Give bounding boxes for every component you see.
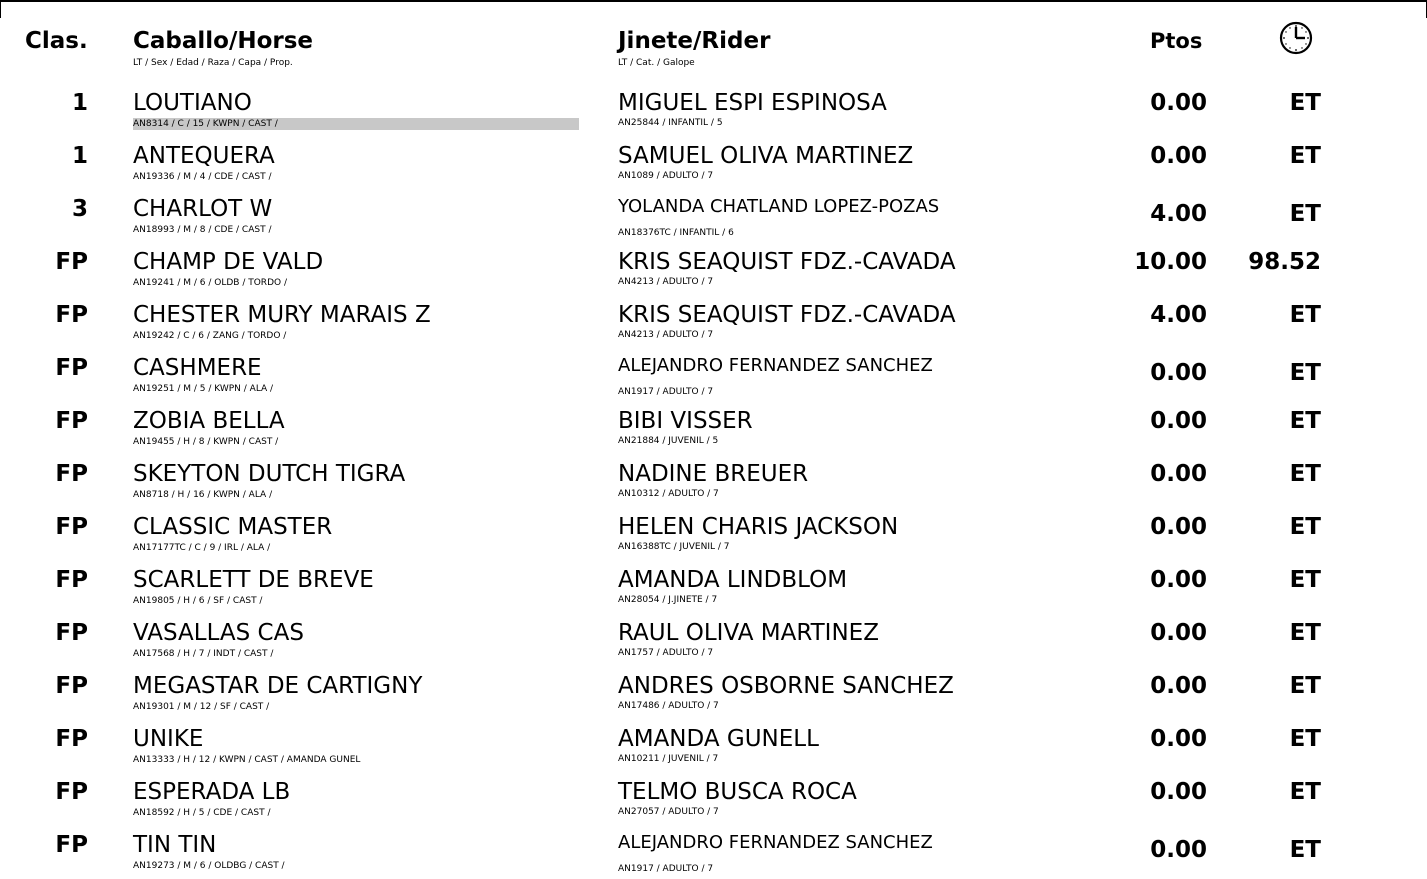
time-cell: 98.52 <box>1248 249 1321 275</box>
rank-cell: FP <box>55 620 88 646</box>
time-cell: ET <box>1289 461 1321 487</box>
time-cell: ET <box>1289 673 1321 699</box>
rider-info: AN1917 / ADULTO / 7 <box>618 864 714 874</box>
time-cell: ET <box>1289 514 1321 540</box>
header-rider-sub: LT / Cat. / Galope <box>618 58 695 68</box>
clock-icon <box>1279 21 1313 55</box>
rider-name: BIBI VISSER <box>618 408 753 434</box>
points-cell: 0.00 <box>1150 360 1207 386</box>
horse-info: AN17177TC / C / 9 / IRL / ALA / <box>133 543 271 553</box>
rank-cell: FP <box>55 461 88 487</box>
horse-name: SCARLETT DE BREVE <box>133 567 374 593</box>
result-row <box>0 137 1427 190</box>
result-row <box>0 667 1427 720</box>
points-cell: 0.00 <box>1150 143 1207 169</box>
rider-name: KRIS SEAQUIST FDZ.-CAVADA <box>618 302 956 328</box>
rank-cell: 1 <box>71 143 88 169</box>
horse-name: CLASSIC MASTER <box>133 514 333 540</box>
rider-name: NADINE BREUER <box>618 461 809 487</box>
rider-info: AN25844 / INFANTIL / 5 <box>618 118 723 128</box>
rank-cell: FP <box>55 567 88 593</box>
horse-info: AN19241 / M / 6 / OLDB / TORDO / <box>133 278 287 288</box>
rider-info: AN1757 / ADULTO / 7 <box>618 648 714 658</box>
horse-name: UNIKE <box>133 726 204 752</box>
points-cell: 0.00 <box>1150 408 1207 434</box>
rider-name: ALEJANDRO FERNANDEZ SANCHEZ <box>618 355 933 376</box>
time-cell: ET <box>1289 620 1321 646</box>
points-cell: 0.00 <box>1150 673 1207 699</box>
rank-cell: FP <box>55 302 88 328</box>
horse-info: AN19455 / H / 8 / KWPN / CAST / <box>133 437 279 447</box>
rider-name: YOLANDA CHATLAND LOPEZ-POZAS <box>618 196 940 217</box>
horse-name: MEGASTAR DE CARTIGNY <box>133 673 423 699</box>
horse-name: SKEYTON DUTCH TIGRA <box>133 461 406 487</box>
rider-name: ANDRES OSBORNE SANCHEZ <box>618 673 954 699</box>
result-row <box>0 720 1427 773</box>
rider-info: AN27057 / ADULTO / 7 <box>618 807 719 817</box>
rank-cell: 3 <box>71 196 88 222</box>
rider-info: AN18376TC / INFANTIL / 6 <box>618 228 734 238</box>
points-cell: 0.00 <box>1150 620 1207 646</box>
rank-cell: FP <box>55 673 88 699</box>
rider-info: AN28054 / J.JINETE / 7 <box>618 595 718 605</box>
header-ptos: Ptos <box>1150 29 1203 53</box>
result-row <box>0 455 1427 508</box>
header-rider: Jinete/Rider <box>618 28 771 54</box>
horse-name: CHARLOT W <box>133 196 273 222</box>
rank-cell: FP <box>55 249 88 275</box>
result-row <box>0 349 1427 402</box>
points-cell: 0.00 <box>1150 514 1207 540</box>
horse-info: AN19251 / M / 5 / KWPN / ALA / <box>133 384 274 394</box>
horse-info: AN8718 / H / 16 / KWPN / ALA / <box>133 490 273 500</box>
points-cell: 0.00 <box>1150 779 1207 805</box>
horse-info: AN19273 / M / 6 / OLDBG / CAST / <box>133 861 285 871</box>
header-horse-sub: LT / Sex / Edad / Raza / Capa / Prop. <box>133 58 293 68</box>
rider-name: RAUL OLIVA MARTINEZ <box>618 620 879 646</box>
rider-name: HELEN CHARIS JACKSON <box>618 514 899 540</box>
rider-name: TELMO BUSCA ROCA <box>618 779 857 805</box>
horse-name: CHAMP DE VALD <box>133 249 324 275</box>
rank-cell: FP <box>55 514 88 540</box>
rank-cell: FP <box>55 779 88 805</box>
points-cell: 0.00 <box>1150 90 1207 116</box>
results-header <box>0 0 1427 80</box>
horse-info: AN18592 / H / 5 / CDE / CAST / <box>133 808 271 818</box>
time-cell: ET <box>1289 90 1321 116</box>
horse-info: AN13333 / H / 12 / KWPN / CAST / AMANDA GUNEL <box>133 755 361 765</box>
result-row <box>0 826 1427 879</box>
horse-info: AN19301 / M / 12 / SF / CAST / <box>133 702 270 712</box>
time-cell: ET <box>1289 302 1321 328</box>
rank-cell: 1 <box>71 90 88 116</box>
rank-cell: FP <box>55 355 88 381</box>
rank-cell: FP <box>55 832 88 858</box>
result-row <box>0 508 1427 561</box>
rider-name: AMANDA GUNELL <box>618 726 819 752</box>
time-cell: ET <box>1289 201 1321 227</box>
points-cell: 10.00 <box>1134 249 1207 275</box>
rider-info: AN10211 / JUVENIL / 7 <box>618 754 719 764</box>
horse-info: AN18993 / M / 8 / CDE / CAST / <box>133 225 272 235</box>
rider-info: AN17486 / ADULTO / 7 <box>618 701 719 711</box>
points-cell: 0.00 <box>1150 461 1207 487</box>
rider-name: AMANDA LINDBLOM <box>618 567 848 593</box>
rider-name: SAMUEL OLIVA MARTINEZ <box>618 143 914 169</box>
rank-cell: FP <box>55 408 88 434</box>
horse-name: ESPERADA LB <box>133 779 291 805</box>
horse-name: VASALLAS CAS <box>133 620 304 646</box>
result-row <box>0 243 1427 296</box>
horse-info: AN19805 / H / 6 / SF / CAST / <box>133 596 263 606</box>
header-clas: Clas. <box>25 28 88 54</box>
rider-info: AN4213 / ADULTO / 7 <box>618 330 714 340</box>
time-cell: ET <box>1289 360 1321 386</box>
rank-cell: FP <box>55 726 88 752</box>
rider-info: AN1917 / ADULTO / 7 <box>618 387 714 397</box>
rider-info: AN4213 / ADULTO / 7 <box>618 277 714 287</box>
header-horse: Caballo/Horse <box>133 28 314 54</box>
horse-name: TIN TIN <box>133 832 217 858</box>
rider-name: KRIS SEAQUIST FDZ.-CAVADA <box>618 249 956 275</box>
time-cell: ET <box>1289 837 1321 863</box>
time-cell: ET <box>1289 408 1321 434</box>
horse-name: ANTEQUERA <box>133 143 275 169</box>
horse-name: ZOBIA BELLA <box>133 408 285 434</box>
time-cell: ET <box>1289 567 1321 593</box>
result-row <box>0 614 1427 667</box>
result-row <box>0 190 1427 243</box>
points-cell: 4.00 <box>1150 302 1207 328</box>
rider-info: AN10312 / ADULTO / 7 <box>618 489 719 499</box>
horse-info: AN19336 / M / 4 / CDE / CAST / <box>133 172 272 182</box>
result-row <box>0 561 1427 614</box>
points-cell: 4.00 <box>1150 201 1207 227</box>
rider-info: AN16388TC / JUVENIL / 7 <box>618 542 730 552</box>
result-row <box>0 773 1427 826</box>
result-row <box>0 84 1427 137</box>
result-row <box>0 402 1427 455</box>
horse-name: LOUTIANO <box>133 90 252 116</box>
horse-info: AN19242 / C / 6 / ZANG / TORDO / <box>133 331 287 341</box>
horse-info: AN8314 / C / 15 / KWPN / CAST / <box>133 118 579 130</box>
time-cell: ET <box>1289 143 1321 169</box>
time-cell: ET <box>1289 726 1321 752</box>
horse-name: CHESTER MURY MARAIS Z <box>133 302 431 328</box>
horse-name: CASHMERE <box>133 355 262 381</box>
result-row <box>0 296 1427 349</box>
rider-info: AN1089 / ADULTO / 7 <box>618 171 714 181</box>
results-list <box>0 84 1427 879</box>
rider-name: ALEJANDRO FERNANDEZ SANCHEZ <box>618 832 933 853</box>
points-cell: 0.00 <box>1150 567 1207 593</box>
horse-info: AN17568 / H / 7 / INDT / CAST / <box>133 649 274 659</box>
points-cell: 0.00 <box>1150 726 1207 752</box>
time-cell: ET <box>1289 779 1321 805</box>
rider-info: AN21884 / JUVENIL / 5 <box>618 436 719 446</box>
rider-name: MIGUEL ESPI ESPINOSA <box>618 90 887 116</box>
points-cell: 0.00 <box>1150 837 1207 863</box>
